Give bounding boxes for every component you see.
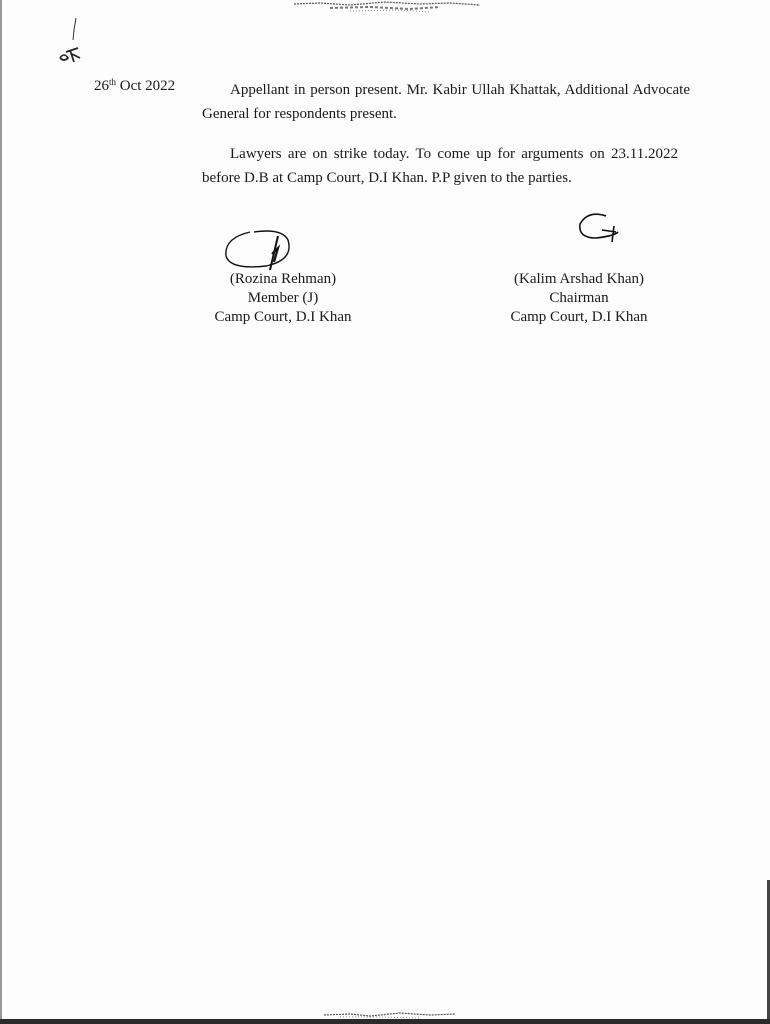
order-date-suffix: th — [109, 77, 117, 87]
signatory-left-court: Camp Court, D.I Khan — [214, 309, 352, 325]
signatory-right-designation: Chairman — [549, 290, 609, 306]
scan-noise-top — [290, 0, 490, 14]
scan-bottom-edge — [0, 1019, 770, 1024]
order-paragraph-2: Lawyers are on strike today. To come up for arguments on 23.11.2022 before D.B at Camp Court, D.I Khan. P.P given to the parties. — [202, 146, 678, 186]
signatory-left-name: (Rozina Rehman) — [229, 271, 337, 287]
order-date — [94, 78, 175, 95]
signatory-left — [198, 270, 368, 327]
signatory-left-designation: Member (J) — [247, 290, 319, 306]
order-date-day: 26 — [94, 78, 109, 94]
signature-left — [220, 226, 300, 276]
handwritten-tick-mark — [68, 16, 80, 42]
scan-noise-bottom — [320, 1009, 460, 1019]
signatory-right — [494, 270, 664, 327]
signature-right — [574, 208, 624, 248]
scan-left-edge — [0, 0, 2, 1024]
order-paragraph-1: Appellant in person present. Mr. Kabir Ullah Khattak, Additional Advocate General for respondents present. — [202, 82, 690, 122]
signatory-right-court: Camp Court, D.I Khan — [510, 309, 648, 325]
signatory-right-name: (Kalim Arshad Khan) — [514, 271, 644, 287]
order-date-rest: Oct 2022 — [116, 78, 176, 94]
handwritten-corner-mark-icon — [56, 44, 84, 68]
